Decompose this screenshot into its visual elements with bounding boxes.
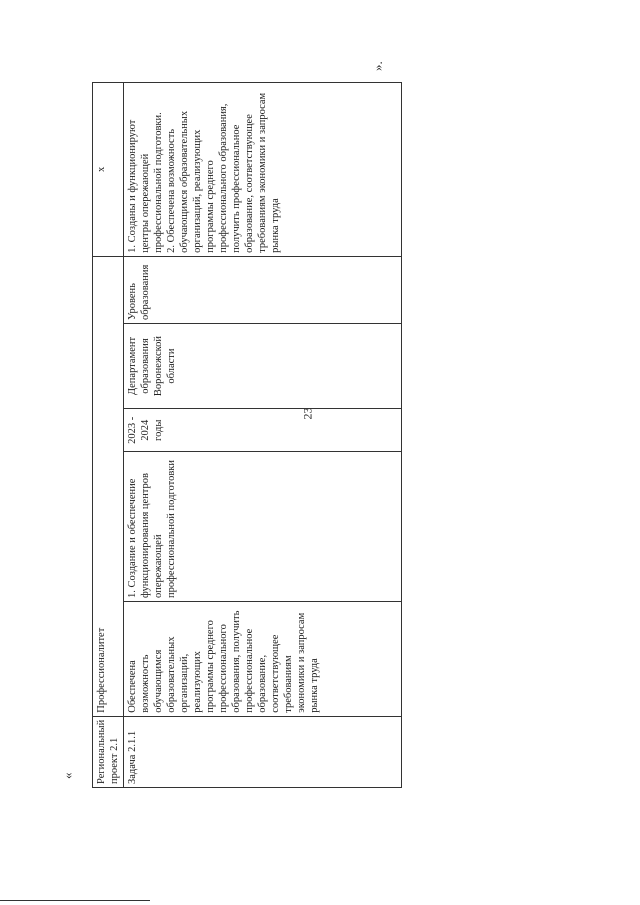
table-row: [124, 83, 402, 788]
results-cell: [124, 83, 402, 257]
period-cell: 2023 - 2024 годы: [124, 409, 402, 452]
footnote-divider: [0, 900, 150, 901]
task-description-cell: Обеспечена возможность обучающимся образовательных организаций, реализующих программы среднего профессионального образования, получить профессиональное образование, соответствующее требованиям экономики и запросам рынка труда: [124, 602, 402, 717]
task-number-cell: Задача 2.1.1: [124, 716, 402, 787]
page-number: 23: [300, 407, 315, 420]
table-header-row: [93, 83, 124, 788]
project-name-cell: Региональный проект 2.1: [93, 716, 124, 787]
closing-quote: ».: [370, 61, 385, 71]
project-table: [92, 82, 402, 788]
mark-cell: х: [93, 83, 124, 257]
result-item: 1. Созданы и функционируют центры опережающей профессиональной подготовки.: [127, 112, 164, 253]
opening-quote: «: [60, 772, 75, 779]
result-item: 2. Обеспечена возможность обучающимся образовательных организаций, реализующих программы среднего профессионального образования, получить профессиональное образование, соответствующее требованиям экономики и запросам рынка труда: [166, 92, 281, 253]
executor-cell: Департамент образования Воронежской области: [124, 324, 402, 409]
rotated-table-block: [60, 61, 402, 788]
activity-cell: 1. Создание и обеспечение функционирования центров опережающей профессиональной подготовки: [124, 452, 402, 602]
level-cell: Уровень образования: [124, 256, 402, 323]
project-title-cell: Профессионалитет: [93, 256, 124, 716]
